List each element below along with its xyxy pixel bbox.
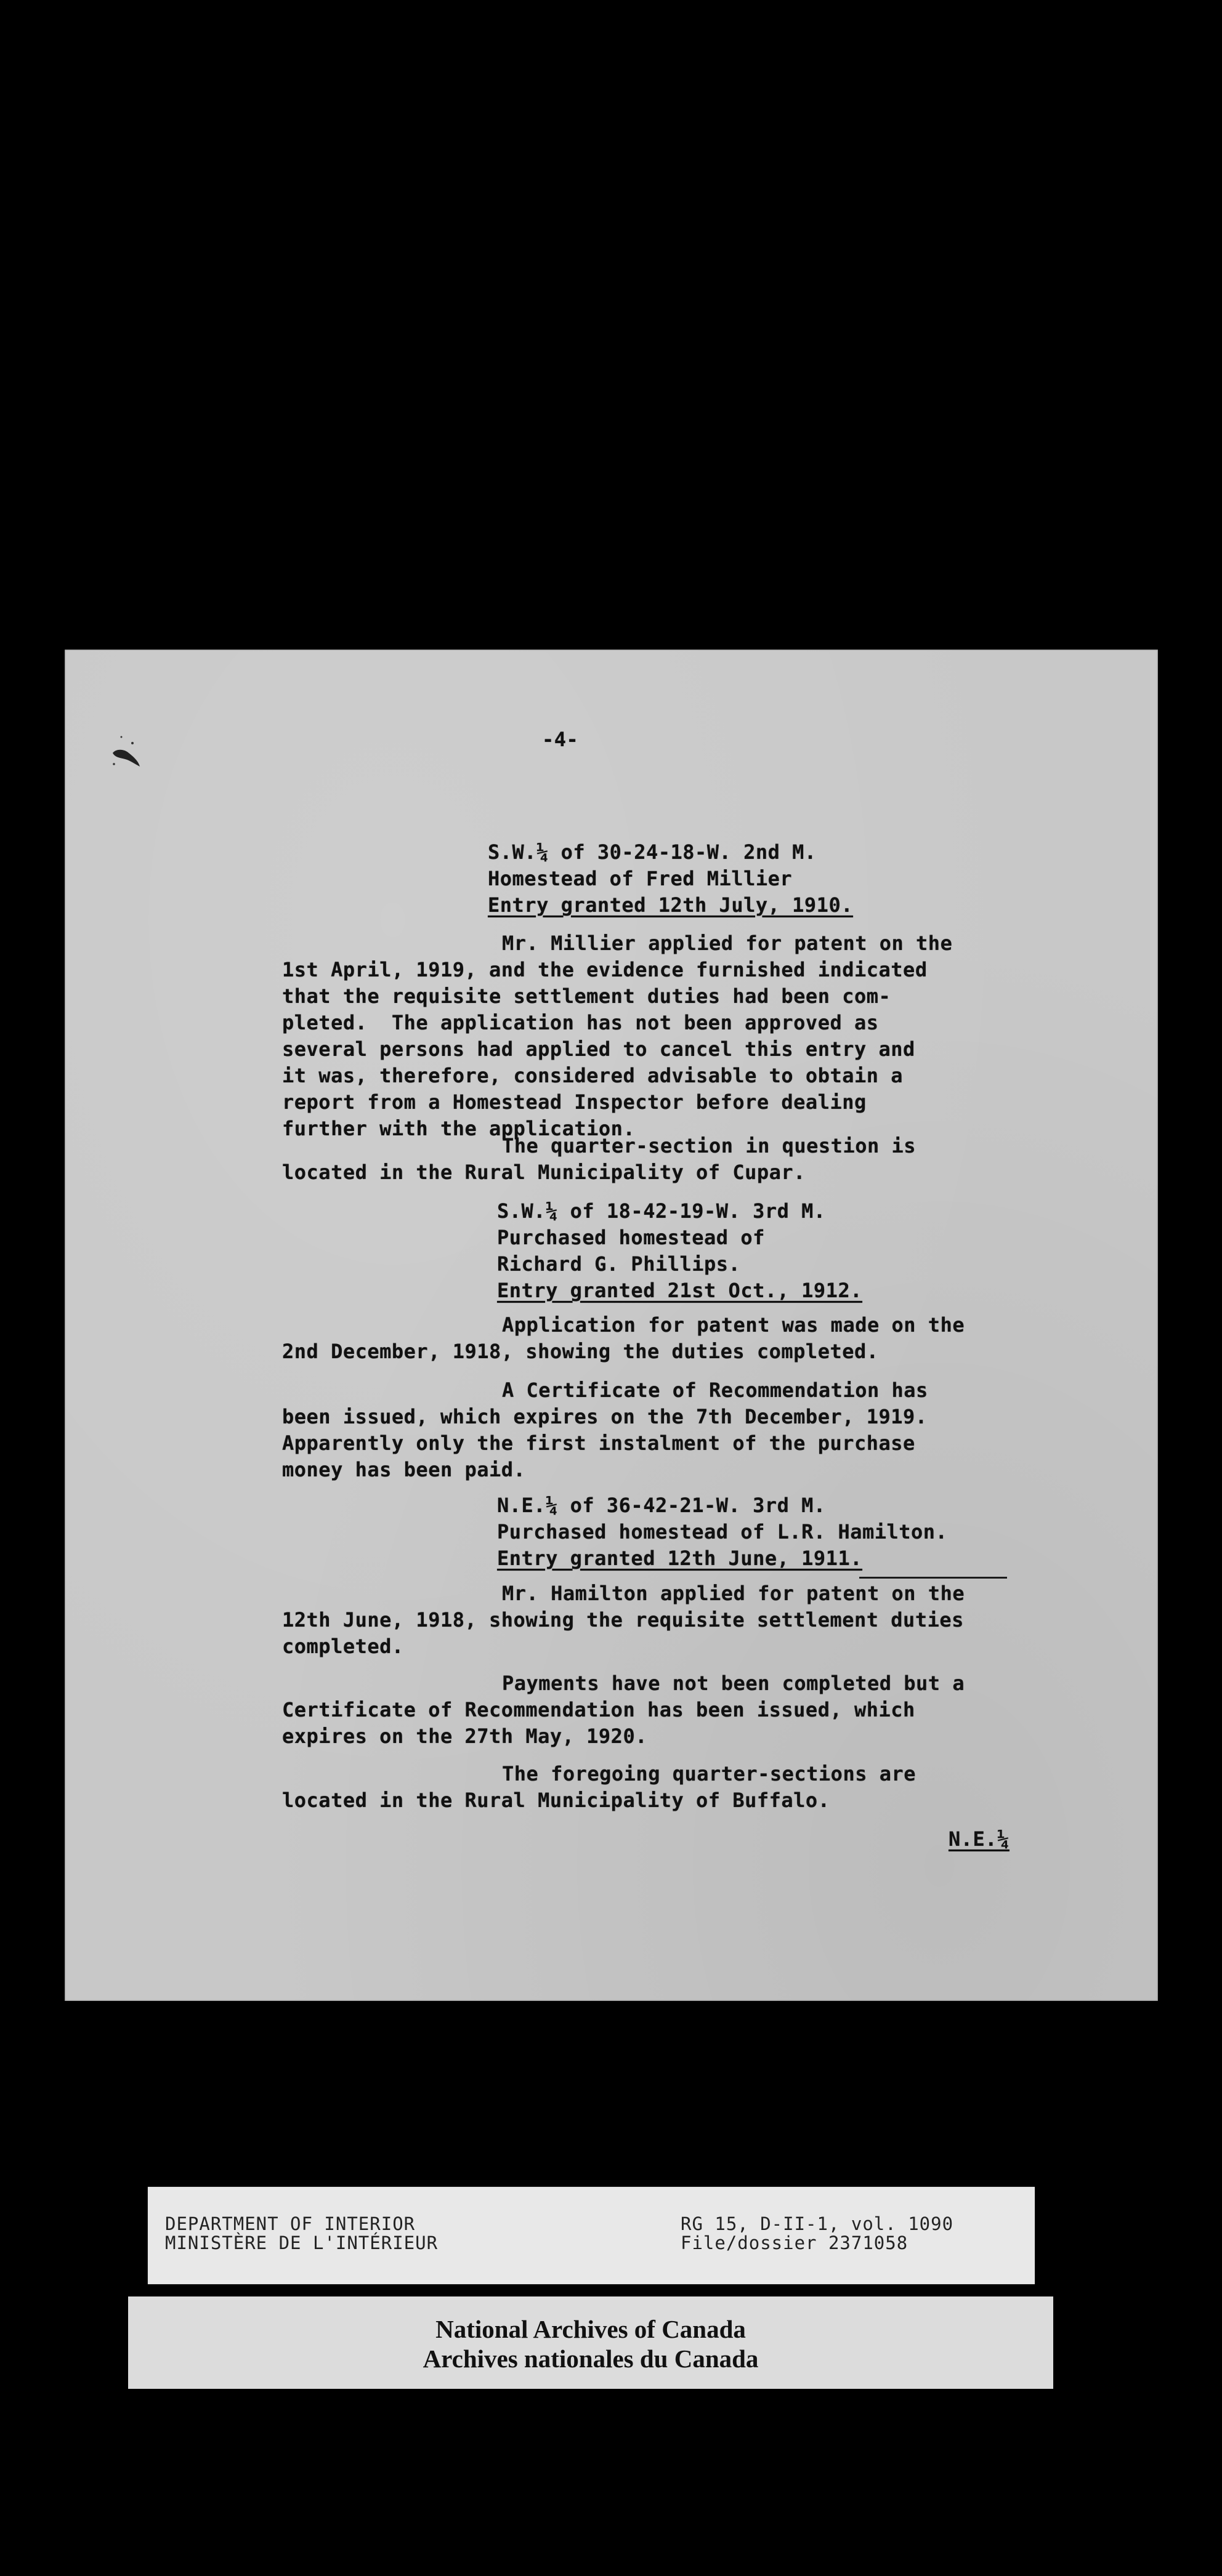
entry2-line2: Purchased homestead of [497,1226,765,1249]
para7-line: located in the Rural Municipality of Buffalo. [282,1789,830,1812]
para1-line: that the requisite settlement duties had been com- [282,984,891,1008]
page-number: -4- [542,728,579,751]
para5-line: 12th June, 1918, showing the requisite settlement duties [282,1608,964,1632]
para3-line: Application for patent was made on the [502,1313,965,1337]
para6-line: Certificate of Recommendation has been issued, which [282,1698,915,1721]
entry2-line4: Entry granted 21st Oct., 1912. [497,1279,862,1302]
para2-line: located in the Rural Municipality of Cupar. [282,1161,806,1184]
para3-line: 2nd December, 1918, showing the duties completed. [282,1340,879,1363]
entry3-line3: Entry granted 12th June, 1911. [497,1547,862,1570]
entry1-line2: Homestead of Fred Millier [488,867,793,890]
ink-blot-icon [108,730,145,779]
reference-block [681,2215,953,2253]
para6-line: expires on the 27th May, 1920. [282,1725,647,1748]
archives-name-fr: Archives nationales du Canada [423,2345,759,2373]
archive-reference-label [148,2187,1035,2284]
para4-line: Apparently only the first instalment of the purchase [282,1431,915,1455]
department-fr: MINISTÈRE DE L'INTÉRIEUR [165,2232,439,2253]
para4-line: money has been paid. [282,1458,526,1481]
archives-banner [128,2296,1053,2389]
para6-line: Payments have not been completed but a [502,1672,965,1695]
record-group-ref: RG 15, D-II-1, vol. 1090 [681,2213,954,2234]
catchword: N.E.¼ [949,1827,1010,1851]
archives-name-en: National Archives of Canada [435,2315,746,2343]
para5-line: Mr. Hamilton applied for patent on the [502,1582,965,1605]
department-block [165,2215,438,2253]
entry3-underline-extension [859,1577,1007,1579]
entry2-line3: Richard G. Phillips. [497,1252,741,1276]
para1-line: further with the application. [282,1117,636,1140]
entry1-line1: S.W.¼ of 30-24-18-W. 2nd M. [488,840,817,864]
para5-line: completed. [282,1635,404,1658]
entry2-line1: S.W.¼ of 18-42-19-W. 3rd M. [497,1199,826,1223]
para4-line: A Certificate of Recommendation has [502,1379,928,1402]
entry3-line2: Purchased homestead of L.R. Hamilton. [497,1520,948,1544]
para1-line: Mr. Millier applied for patent on the [502,932,953,955]
entry1-line3: Entry granted 12th July, 1910. [488,893,853,917]
para4-line: been issued, which expires on the 7th December, 1919. [282,1405,928,1428]
para1-line: pleted. The application has not been approved as [282,1011,879,1034]
file-number: File/dossier 2371058 [681,2232,908,2253]
department-en: DEPARTMENT OF INTERIOR [165,2213,416,2234]
entry3-line1: N.E.¼ of 36-42-21-W. 3rd M. [497,1494,826,1517]
para7-line: The foregoing quarter-sections are [502,1762,916,1785]
para1-line: several persons had applied to cancel this entry and [282,1037,915,1061]
para2-line: The quarter-section in question is [502,1134,916,1157]
para1-line: report from a Homestead Inspector before dealing [282,1090,867,1114]
para1-line: it was, therefore, considered advisable to obtain a [282,1064,904,1087]
para1-line: 1st April, 1919, and the evidence furnished indicated [282,958,928,981]
